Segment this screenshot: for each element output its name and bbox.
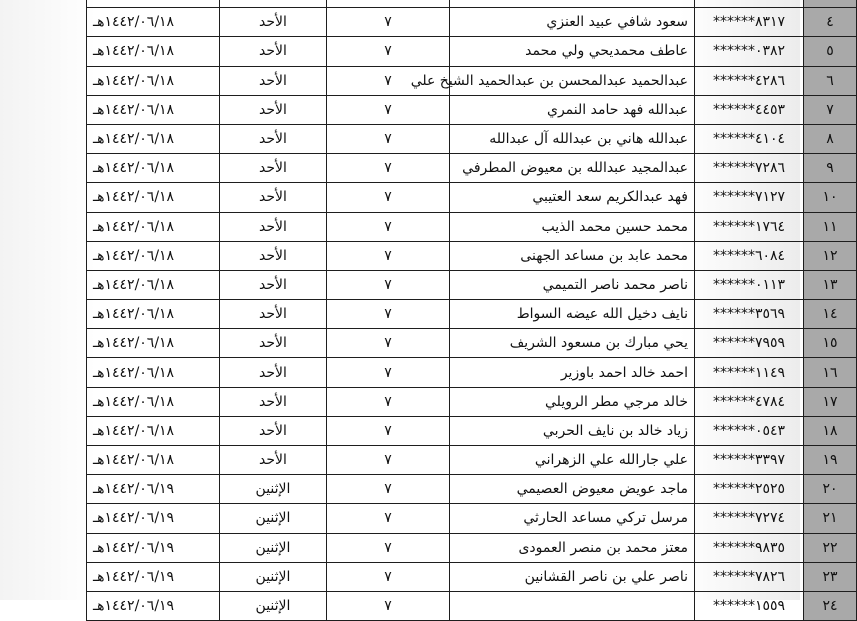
row-number: ٩ — [804, 154, 857, 183]
id-number: ******٧٨٢٦ — [695, 562, 804, 591]
day-name: الأحد — [220, 270, 327, 299]
count-value — [327, 0, 450, 8]
id-number: ******٨٣١٧ — [695, 8, 804, 37]
person-name: عبدالله فهد حامد النمري — [450, 95, 695, 124]
table-row — [87, 591, 857, 620]
person-name — [450, 0, 695, 8]
table-row — [87, 475, 857, 504]
table-row — [87, 154, 857, 183]
person-name — [450, 591, 695, 620]
day-name: الأحد — [220, 416, 327, 445]
hijri-date: ١٤٤٢/٠٦/١٩هـ — [87, 475, 220, 504]
row-number: ١٢ — [804, 241, 857, 270]
person-name: ناصر علي بن ناصر القشانين — [450, 562, 695, 591]
table-row — [87, 358, 857, 387]
hijri-date: ١٤٤٢/٠٦/١٨هـ — [87, 446, 220, 475]
count-value: ٧ — [327, 358, 450, 387]
table-body — [87, 0, 857, 621]
hijri-date: ١٤٤٢/٠٦/١٨هـ — [87, 183, 220, 212]
row-number: ٢١ — [804, 504, 857, 533]
id-number: ******٠١١٣ — [695, 270, 804, 299]
table-row — [87, 446, 857, 475]
person-name: عاطف محمديحي ولي محمد — [450, 37, 695, 66]
day-name: الأحد — [220, 95, 327, 124]
person-name: نايف دخيل الله عيضه السواط — [450, 300, 695, 329]
table-row — [87, 504, 857, 533]
day-name — [220, 0, 327, 8]
day-name: الإثنين — [220, 533, 327, 562]
row-number — [804, 0, 857, 8]
hijri-date: ١٤٤٢/٠٦/١٩هـ — [87, 533, 220, 562]
hijri-date: ١٤٤٢/٠٦/١٨هـ — [87, 212, 220, 241]
table-row — [87, 241, 857, 270]
id-number: ******٩٨٣٥ — [695, 533, 804, 562]
count-value: ٧ — [327, 241, 450, 270]
hijri-date: ١٤٤٢/٠٦/١٩هـ — [87, 562, 220, 591]
hijri-date: ١٤٤٢/٠٦/١٨هـ — [87, 8, 220, 37]
id-number — [695, 0, 804, 8]
person-name: عبدالمجيد عبدالله بن معيوض المطرفي — [450, 154, 695, 183]
day-name: الأحد — [220, 212, 327, 241]
person-name: معتز محمد بن منصر العمودى — [450, 533, 695, 562]
id-number: ******٤٢٨٦ — [695, 66, 804, 95]
hijri-date: ١٤٤٢/٠٦/١٨هـ — [87, 66, 220, 95]
row-number: ١٠ — [804, 183, 857, 212]
table-row — [87, 329, 857, 358]
hijri-date: ١٤٤٢/٠٦/١٨هـ — [87, 37, 220, 66]
day-name: الأحد — [220, 154, 327, 183]
person-name: يحي مبارك بن مسعود الشريف — [450, 329, 695, 358]
count-value: ٧ — [327, 591, 450, 620]
person-name: احمد خالد احمد باوزير — [450, 358, 695, 387]
row-number: ١١ — [804, 212, 857, 241]
person-name: فهد عبدالكريم سعد العتيبي — [450, 183, 695, 212]
person-name: مرسل تركي مساعد الحارثي — [450, 504, 695, 533]
hijri-date: ١٤٤٢/٠٦/١٨هـ — [87, 329, 220, 358]
person-name: عبدالحميد عبدالمحسن بن عبدالحميد الشيخ علي — [450, 66, 695, 95]
id-number: ******٣٥٦٩ — [695, 300, 804, 329]
day-name: الأحد — [220, 241, 327, 270]
table-row — [87, 66, 857, 95]
count-value: ٧ — [327, 562, 450, 591]
day-name: الأحد — [220, 66, 327, 95]
hijri-date: ١٤٤٢/٠٦/١٨هـ — [87, 124, 220, 153]
id-number: ******١٥٥٩ — [695, 591, 804, 620]
day-name: الأحد — [220, 329, 327, 358]
table-row — [87, 124, 857, 153]
day-name: الإثنين — [220, 504, 327, 533]
row-number: ٤ — [804, 8, 857, 37]
person-name: ناصر محمد ناصر التميمي — [450, 270, 695, 299]
table-row — [87, 212, 857, 241]
person-name: ماجد عويض معيوض العصيمي — [450, 475, 695, 504]
count-value: ٧ — [327, 416, 450, 445]
count-value: ٧ — [327, 533, 450, 562]
count-value: ٧ — [327, 95, 450, 124]
person-name: زياد خالد بن نايف الحربي — [450, 416, 695, 445]
table-row — [87, 0, 857, 8]
hijri-date: ١٤٤٢/٠٦/١٩هـ — [87, 591, 220, 620]
count-value: ٧ — [327, 8, 450, 37]
day-name: الأحد — [220, 446, 327, 475]
id-number: ******٤٤٥٣ — [695, 95, 804, 124]
day-name: الأحد — [220, 300, 327, 329]
hijri-date: ١٤٤٢/٠٦/١٨هـ — [87, 416, 220, 445]
day-name: الأحد — [220, 358, 327, 387]
count-value: ٧ — [327, 504, 450, 533]
count-value: ٧ — [327, 270, 450, 299]
hijri-date: ١٤٤٢/٠٦/١٨هـ — [87, 358, 220, 387]
id-number: ******٢٥٢٥ — [695, 475, 804, 504]
hijri-date: ١٤٤٢/٠٦/١٨هـ — [87, 300, 220, 329]
person-name: محمد حسين محمد الذيب — [450, 212, 695, 241]
id-number: ******١١٤٩ — [695, 358, 804, 387]
row-number: ١٣ — [804, 270, 857, 299]
id-number: ******٧٢٧٤ — [695, 504, 804, 533]
row-number: ٢٣ — [804, 562, 857, 591]
row-number: ١٤ — [804, 300, 857, 329]
count-value: ٧ — [327, 446, 450, 475]
count-value: ٧ — [327, 212, 450, 241]
table-row — [87, 270, 857, 299]
count-value: ٧ — [327, 475, 450, 504]
id-number: ******٧٢٨٦ — [695, 154, 804, 183]
id-number: ******٣٣٩٧ — [695, 446, 804, 475]
row-number: ٦ — [804, 66, 857, 95]
person-name: خالد مرجي مطر الرويلي — [450, 387, 695, 416]
day-name: الإثنين — [220, 562, 327, 591]
hijri-date: ١٤٤٢/٠٦/١٩هـ — [87, 504, 220, 533]
row-number: ١٩ — [804, 446, 857, 475]
day-name: الأحد — [220, 387, 327, 416]
day-name: الأحد — [220, 8, 327, 37]
count-value: ٧ — [327, 300, 450, 329]
id-number: ******٤٧٨٤ — [695, 387, 804, 416]
id-number: ******٤١٠٤ — [695, 124, 804, 153]
id-number: ******٠٣٨٢ — [695, 37, 804, 66]
row-number: ١٥ — [804, 329, 857, 358]
count-value: ٧ — [327, 183, 450, 212]
count-value: ٧ — [327, 37, 450, 66]
count-value: ٧ — [327, 387, 450, 416]
row-number: ٧ — [804, 95, 857, 124]
day-name: الأحد — [220, 124, 327, 153]
person-name: محمد عابد بن مساعد الجهنى — [450, 241, 695, 270]
table-row — [87, 533, 857, 562]
row-number: ١٦ — [804, 358, 857, 387]
count-value: ٧ — [327, 154, 450, 183]
hijri-date: ١٤٤٢/٠٦/١٨هـ — [87, 387, 220, 416]
table-row — [87, 183, 857, 212]
id-number: ******٠٥٤٣ — [695, 416, 804, 445]
hijri-date: ١٤٤٢/٠٦/١٨هـ — [87, 241, 220, 270]
day-name: الإثنين — [220, 475, 327, 504]
person-name: سعود شافي عبيد العنزي — [450, 8, 695, 37]
table-row — [87, 8, 857, 37]
count-value: ٧ — [327, 124, 450, 153]
day-name: الأحد — [220, 37, 327, 66]
day-name: الإثنين — [220, 591, 327, 620]
person-name: علي جارالله علي الزهراني — [450, 446, 695, 475]
hijri-date: ١٤٤٢/٠٦/١٨هـ — [87, 270, 220, 299]
row-number: ٨ — [804, 124, 857, 153]
hijri-date — [87, 0, 220, 8]
id-number: ******١٧٦٤ — [695, 212, 804, 241]
table-row — [87, 300, 857, 329]
table-row — [87, 416, 857, 445]
table-row — [87, 387, 857, 416]
table-row — [87, 562, 857, 591]
count-value: ٧ — [327, 329, 450, 358]
hijri-date: ١٤٤٢/٠٦/١٨هـ — [87, 95, 220, 124]
day-name: الأحد — [220, 183, 327, 212]
row-number: ٥ — [804, 37, 857, 66]
hijri-date: ١٤٤٢/٠٦/١٨هـ — [87, 154, 220, 183]
row-number: ٢٤ — [804, 591, 857, 620]
count-value: ٧ — [327, 66, 450, 95]
table-row — [87, 95, 857, 124]
row-number: ١٨ — [804, 416, 857, 445]
table-row — [87, 37, 857, 66]
attendance-table — [86, 0, 857, 621]
row-number: ١٧ — [804, 387, 857, 416]
id-number: ******٧٩٥٩ — [695, 329, 804, 358]
id-number: ******٦٠٨٤ — [695, 241, 804, 270]
person-name: عبدالله هاني بن عبدالله آل عبدالله — [450, 124, 695, 153]
id-number: ******٧١٢٧ — [695, 183, 804, 212]
row-number: ٢٢ — [804, 533, 857, 562]
row-number: ٢٠ — [804, 475, 857, 504]
